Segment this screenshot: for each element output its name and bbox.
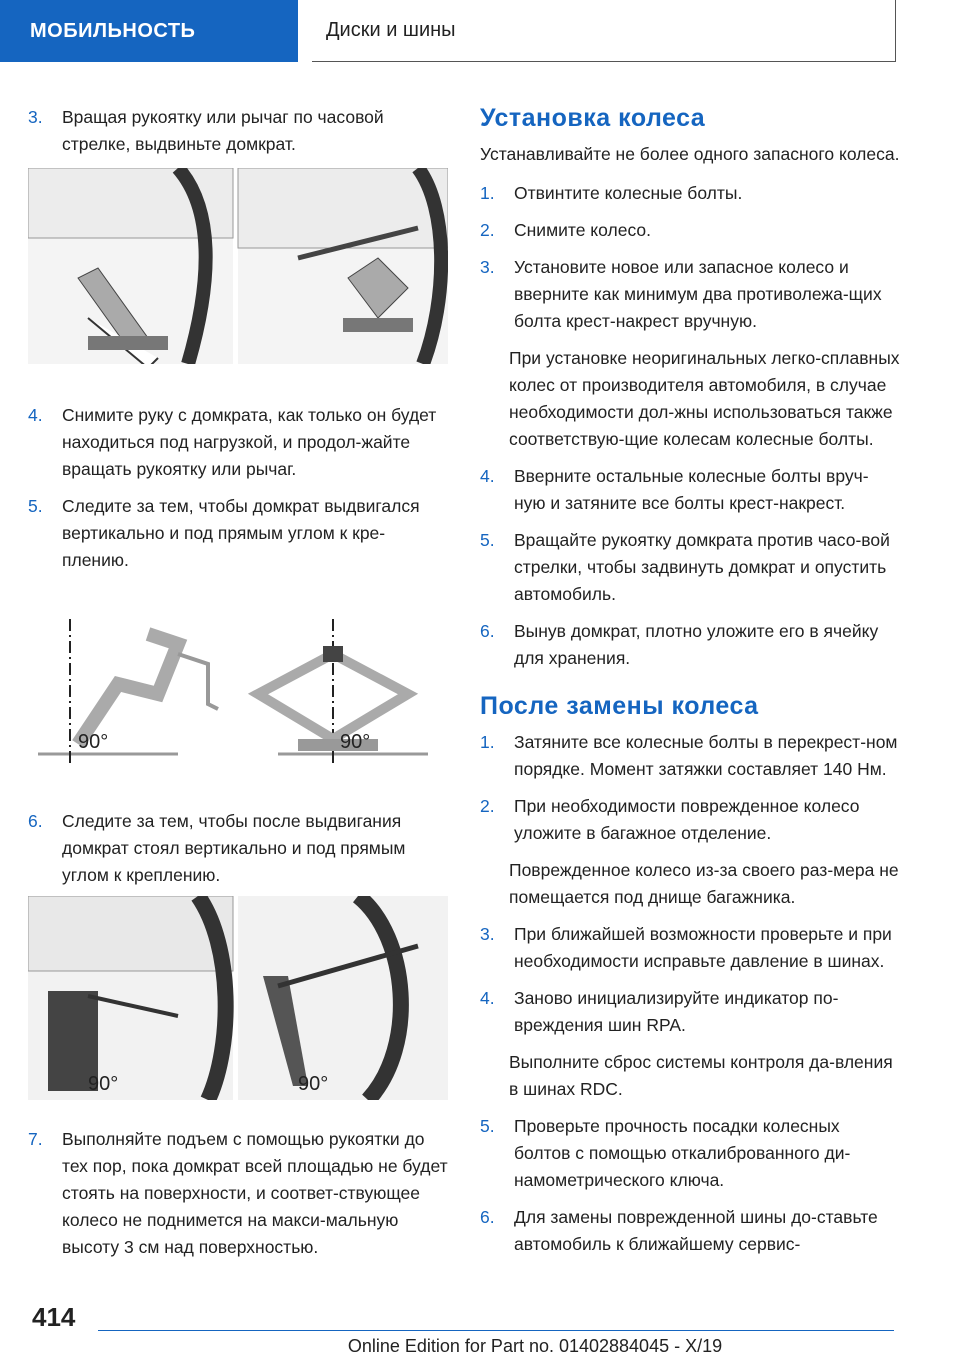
after-step-3: 3. При ближайшей возможности проверьте и при необходимости исправьте давление в шинах. [480, 924, 892, 971]
footer-divider [98, 1330, 894, 1331]
install-step-1: 1. Отвинтите колесные болты. [480, 183, 743, 203]
after-note-1: Поврежденное колесо из-за своего раз-мера не помещается под днище багажника. [509, 860, 899, 907]
after-step-2: 2. При необходимости поврежденное колесо уложите в багажное отделение. [480, 796, 860, 843]
install-step-2: 2. Снимите колесо. [480, 220, 651, 240]
install-step-6: 6. Вынув домкрат, плотно уложите его в ячейку для хранения. [480, 621, 879, 668]
left-step-6 [28, 808, 448, 899]
after-heading: После замены колеса [480, 692, 759, 720]
after-step-1: 1. Затяните все колесные болты в перекрест-ном порядке. Момент затяжки составляет 140 Нм. [480, 732, 898, 779]
jack-extend-illustration [28, 168, 448, 364]
install-intro: Устанавливайте не более одного запасного колеса. [480, 144, 900, 164]
step-6-left: 6. Следите за тем, чтобы после выдвигания домкрат стоял вертикально и под прямым углом к креплению. [28, 811, 406, 885]
step-3-left: 3. Вращая рукоятку или рычаг по часовой стрелке, выдвиньте домкрат. [28, 107, 384, 154]
angle-label-4: 90° [298, 1073, 329, 1095]
left-steps-4-5 [28, 402, 448, 584]
right-column [480, 104, 900, 1268]
install-heading: Установка колеса [480, 104, 706, 132]
chapter-title: Диски и шины [326, 19, 456, 41]
install-note: При установке неоригинальных легко-сплавных колес от производителя автомобиля, в случае необходимости дол-жны использоваться также соответствую-щие колесам колесные болты. [509, 348, 900, 449]
jack-position-photo [28, 896, 448, 1100]
angle-label-2: 90° [340, 731, 371, 753]
edition-text: Online Edition for Part no. 01402884045 - X/19 [347, 1336, 723, 1356]
install-step-3: 3. Установите новое или запасное колесо и вверните как минимум два противолежа-щих болта крест-накрест вручную. [480, 257, 882, 331]
after-step-5: 5. Проверьте прочность посадки колесных болтов с помощью откалиброванного ди-намометрического ключа. [480, 1116, 851, 1190]
section-title: МОБИЛЬНОСТЬ [30, 19, 196, 42]
section-tab [0, 0, 298, 62]
install-step-4: 4. Вверните остальные колесные болты вруч-ную и затяните все болты крест-накрест. [480, 466, 869, 513]
step-4-left: 4. Снимите руку с домкрата, как только он будет находиться под нагрузкой, и продол-жайте вращать рукоятку или рычаг. [28, 405, 437, 479]
after-step-4: 4. Заново инициализируйте индикатор по-вреждения шин RPA. [480, 988, 839, 1035]
left-column [28, 104, 448, 168]
install-step-5: 5. Вращайте рукоятку домкрата против часо-вой стрелки, чтобы задвинуть домкрат и опустить автомобиль. [480, 530, 890, 604]
step-7-left: 7. Выполняйте подъем с помощью рукоятки до тех пор, пока домкрат всей площадью не будет стоять на поверхности, и соответ-ствующее колесо не поднимется на макси-мальную высоту 3 см над поверхностью. [28, 1129, 448, 1257]
angle-label-3: 90° [88, 1073, 119, 1095]
footer-edition [0, 1336, 960, 1357]
angle-label-1: 90° [78, 731, 109, 753]
jack-right-angle-diagram [28, 614, 448, 774]
after-step-6: 6. Для замены поврежденной шины до-ставьте автомобиль к ближайшему сервис- [480, 1207, 878, 1254]
step-5-left: 5. Следите за тем, чтобы домкрат выдвигался вертикально и под прямым углом к кре-плению. [28, 496, 420, 570]
after-note-2: Выполните сброс системы контроля да-вления в шинах RDC. [509, 1052, 893, 1099]
left-step-7 [28, 1126, 448, 1271]
page-number: 414 [32, 1302, 76, 1332]
chapter-header [312, 0, 896, 62]
